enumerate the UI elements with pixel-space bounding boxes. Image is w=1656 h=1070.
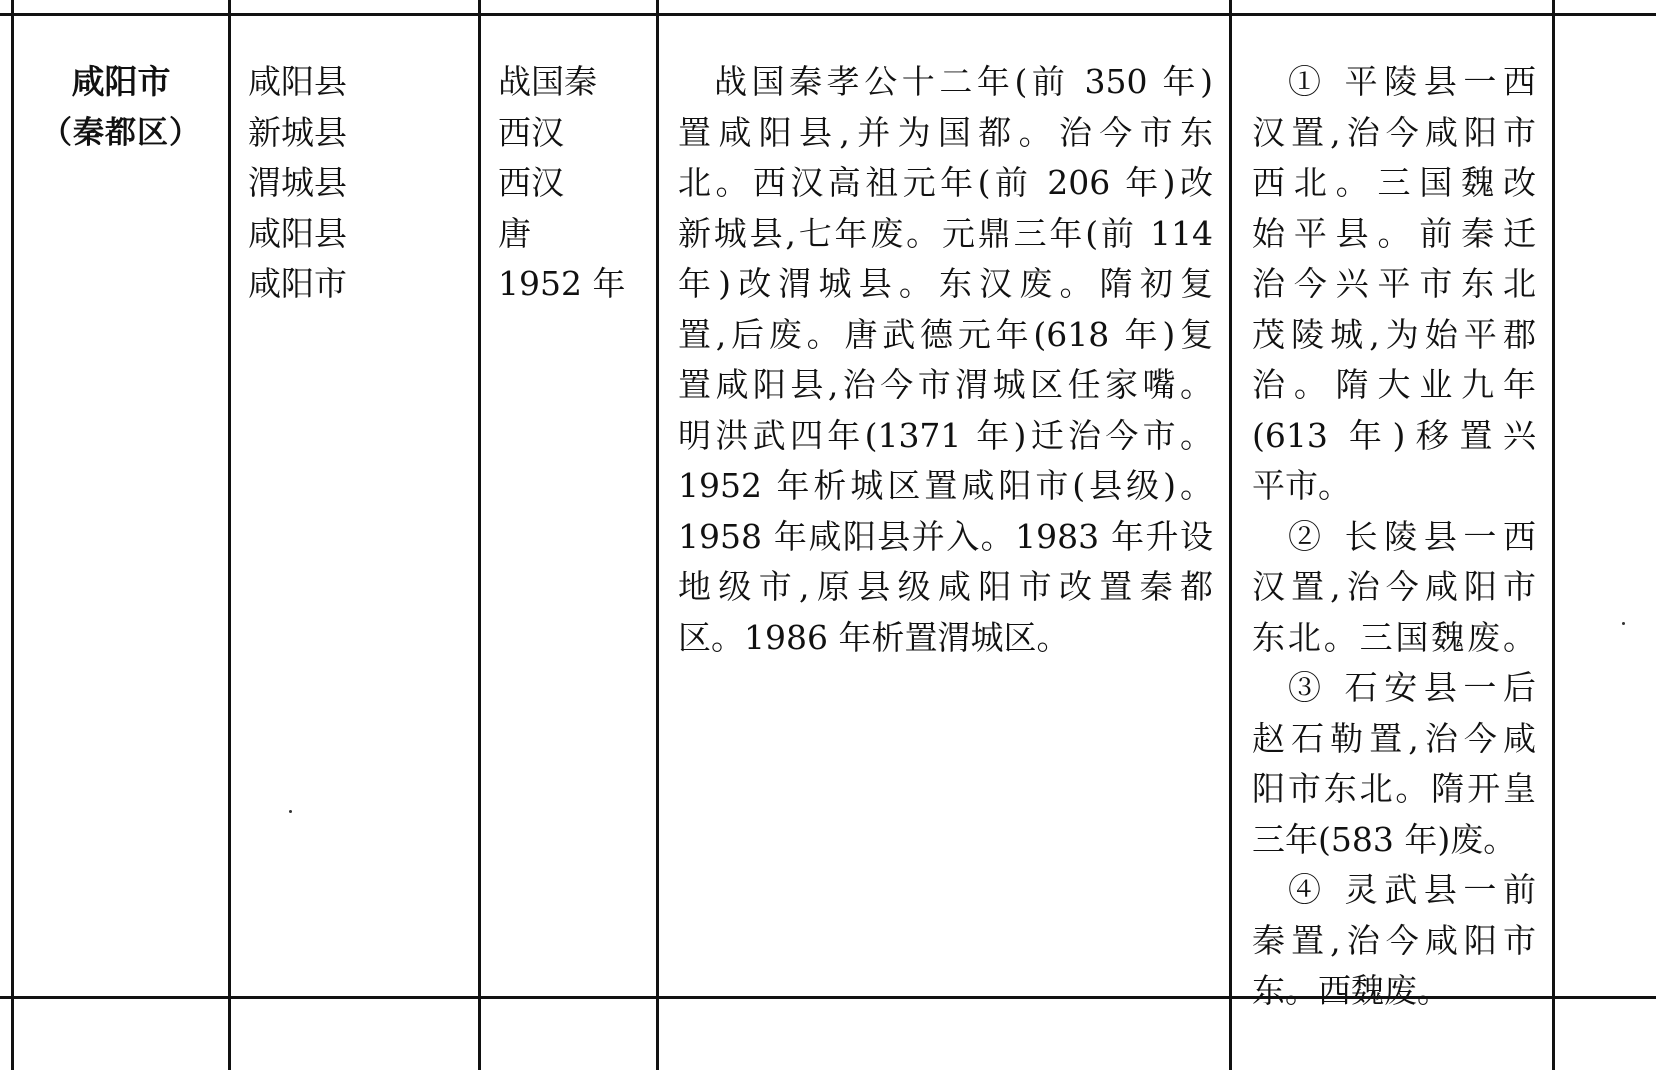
column-divider-1 (228, 0, 231, 1070)
period: 战国秦 (498, 62, 597, 101)
county-names-cell (248, 57, 468, 310)
column-divider-3 (656, 0, 659, 1070)
county-name: 新城县 (248, 112, 347, 152)
history-line: 置咸阳县,并为国都。治今市东 (678, 112, 1213, 152)
period: 1952 年 (498, 264, 626, 303)
column-divider-4 (1229, 0, 1232, 1070)
period: 西汉 (498, 163, 564, 202)
note-line: 汉置,治今咸阳市 (1252, 112, 1536, 152)
note-line: 治今兴平市东北 (1252, 264, 1536, 303)
city-cell (14, 57, 228, 158)
note-line: 阳市东北。隋开皇 (1252, 769, 1536, 808)
table-left-border (11, 0, 14, 1070)
note-line: 东。西魏废。 (1252, 971, 1450, 1010)
history-line: 置,后废。唐武德元年(618 年)复 (678, 314, 1213, 354)
note-line: 汉置,治今咸阳市 (1252, 567, 1536, 606)
county-name: 咸阳县 (248, 213, 347, 253)
history-line: 地级市,原县级咸阳市改置秦都 (678, 567, 1213, 606)
note-line: 三年(583 年)废。 (1252, 819, 1517, 859)
note-line: 茂陵城,为始平郡 (1252, 314, 1536, 354)
note-line: 平市。 (1252, 466, 1351, 505)
note-line: ② 长陵县一西 (1288, 516, 1536, 556)
periods-cell (498, 57, 648, 310)
county-name: 渭城县 (248, 163, 347, 202)
note-line: (613 年)移置兴 (1252, 415, 1536, 455)
period: 唐 (498, 213, 531, 253)
city-name: 咸阳市 (71, 62, 171, 101)
column-divider-2 (478, 0, 481, 1070)
history-line: 1958 年咸阳县并入。1983 年升设 (678, 516, 1213, 556)
note-line: 东北。三国魏废。 (1252, 617, 1536, 657)
history-line: 年)改渭城县。东汉废。隋初复 (678, 264, 1213, 303)
history-line: 新城县,七年废。元鼎三年(前 114 (678, 213, 1213, 253)
county-name: 咸阳市 (248, 264, 347, 303)
note-line: ④ 灵武县一前 (1288, 870, 1536, 909)
period: 西汉 (498, 112, 564, 152)
scan-speck (1622, 622, 1625, 625)
history-line: 置咸阳县,治今市渭城区任家嘴。 (678, 365, 1213, 404)
scan-speck (289, 810, 292, 813)
note-line: 赵石勒置,治今咸 (1252, 718, 1536, 758)
table-top-rule (0, 13, 1656, 16)
history-line: 区。1986 年析置渭城区。 (678, 617, 1070, 657)
history-line: 战国秦孝公十二年(前 350 年) (714, 62, 1213, 101)
note-line: ③ 石安县一后 (1288, 668, 1536, 707)
history-line: 1952 年析城区置咸阳市(县级)。 (678, 466, 1213, 505)
table-right-border (1552, 0, 1555, 1070)
note-line: 秦置,治今咸阳市 (1252, 920, 1536, 960)
history-line: 北。西汉高祖元年(前 206 年)改 (678, 163, 1213, 202)
note-line: ① 平陵县一西 (1288, 62, 1536, 101)
note-line: 西北。三国魏改 (1252, 163, 1536, 202)
notes-cell (1252, 57, 1536, 1017)
history-cell (678, 57, 1213, 663)
city-district: （秦都区） (41, 114, 201, 151)
county-name: 咸阳县 (248, 62, 347, 101)
note-line: 治。隋大业九年 (1252, 365, 1536, 404)
note-line: 始平县。前秦迁 (1252, 213, 1536, 253)
history-line: 明洪武四年(1371 年)迁治今市。 (678, 415, 1213, 455)
